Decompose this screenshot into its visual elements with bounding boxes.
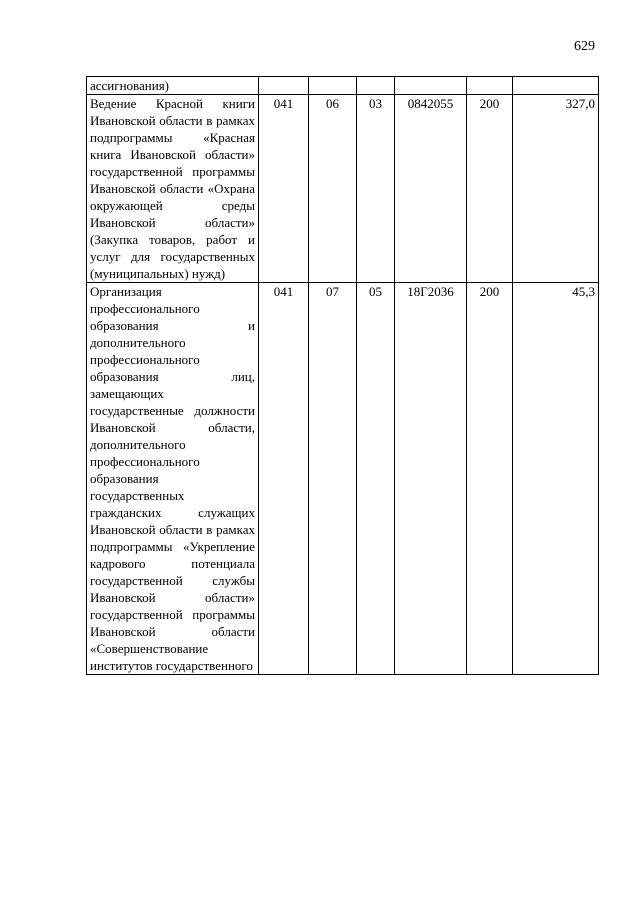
- row-section-code: 07: [309, 283, 357, 675]
- row-description: Организация профессионального образования и дополнительного профессионального образования лиц, замещающих государственные должности Ивановской области, дополнительного профессионального образования государственных гражданских служащих Ивановской области в рамках подпрограммы «Укрепление кадрового потенциала государственной службы Ивановской области» государственной программы Ивановской области «Совершенствование институтов государственного: [87, 283, 259, 675]
- row-ministry-code: 041: [259, 283, 309, 675]
- row-ministry-code: 041: [259, 95, 309, 283]
- table-row: [87, 95, 599, 283]
- table-row: [87, 283, 599, 675]
- row-subsection-code: 03: [357, 95, 395, 283]
- table-row-continuation: [87, 77, 599, 95]
- page-number: 629: [574, 39, 595, 54]
- row-subsection-code: 05: [357, 283, 395, 675]
- row-description: Ведение Красной книги Ивановской области в рамках подпрограммы «Красная книга Ивановской области» государственной программы Ивановской области «Охрана окружающей среды Ивановской области» (Закупка товаров, работ и услуг для государственных (муниципальных) нужд): [87, 95, 259, 283]
- row-amount: 327,0: [513, 95, 599, 283]
- row-amount: 45,3: [513, 283, 599, 675]
- row-target-article: 0842055: [395, 95, 467, 283]
- continuation-cell: ассигнования): [87, 77, 259, 95]
- row-expense-type: 200: [467, 95, 513, 283]
- budget-table: [86, 76, 599, 675]
- row-section-code: 06: [309, 95, 357, 283]
- row-expense-type: 200: [467, 283, 513, 675]
- row-target-article: 18Г2036: [395, 283, 467, 675]
